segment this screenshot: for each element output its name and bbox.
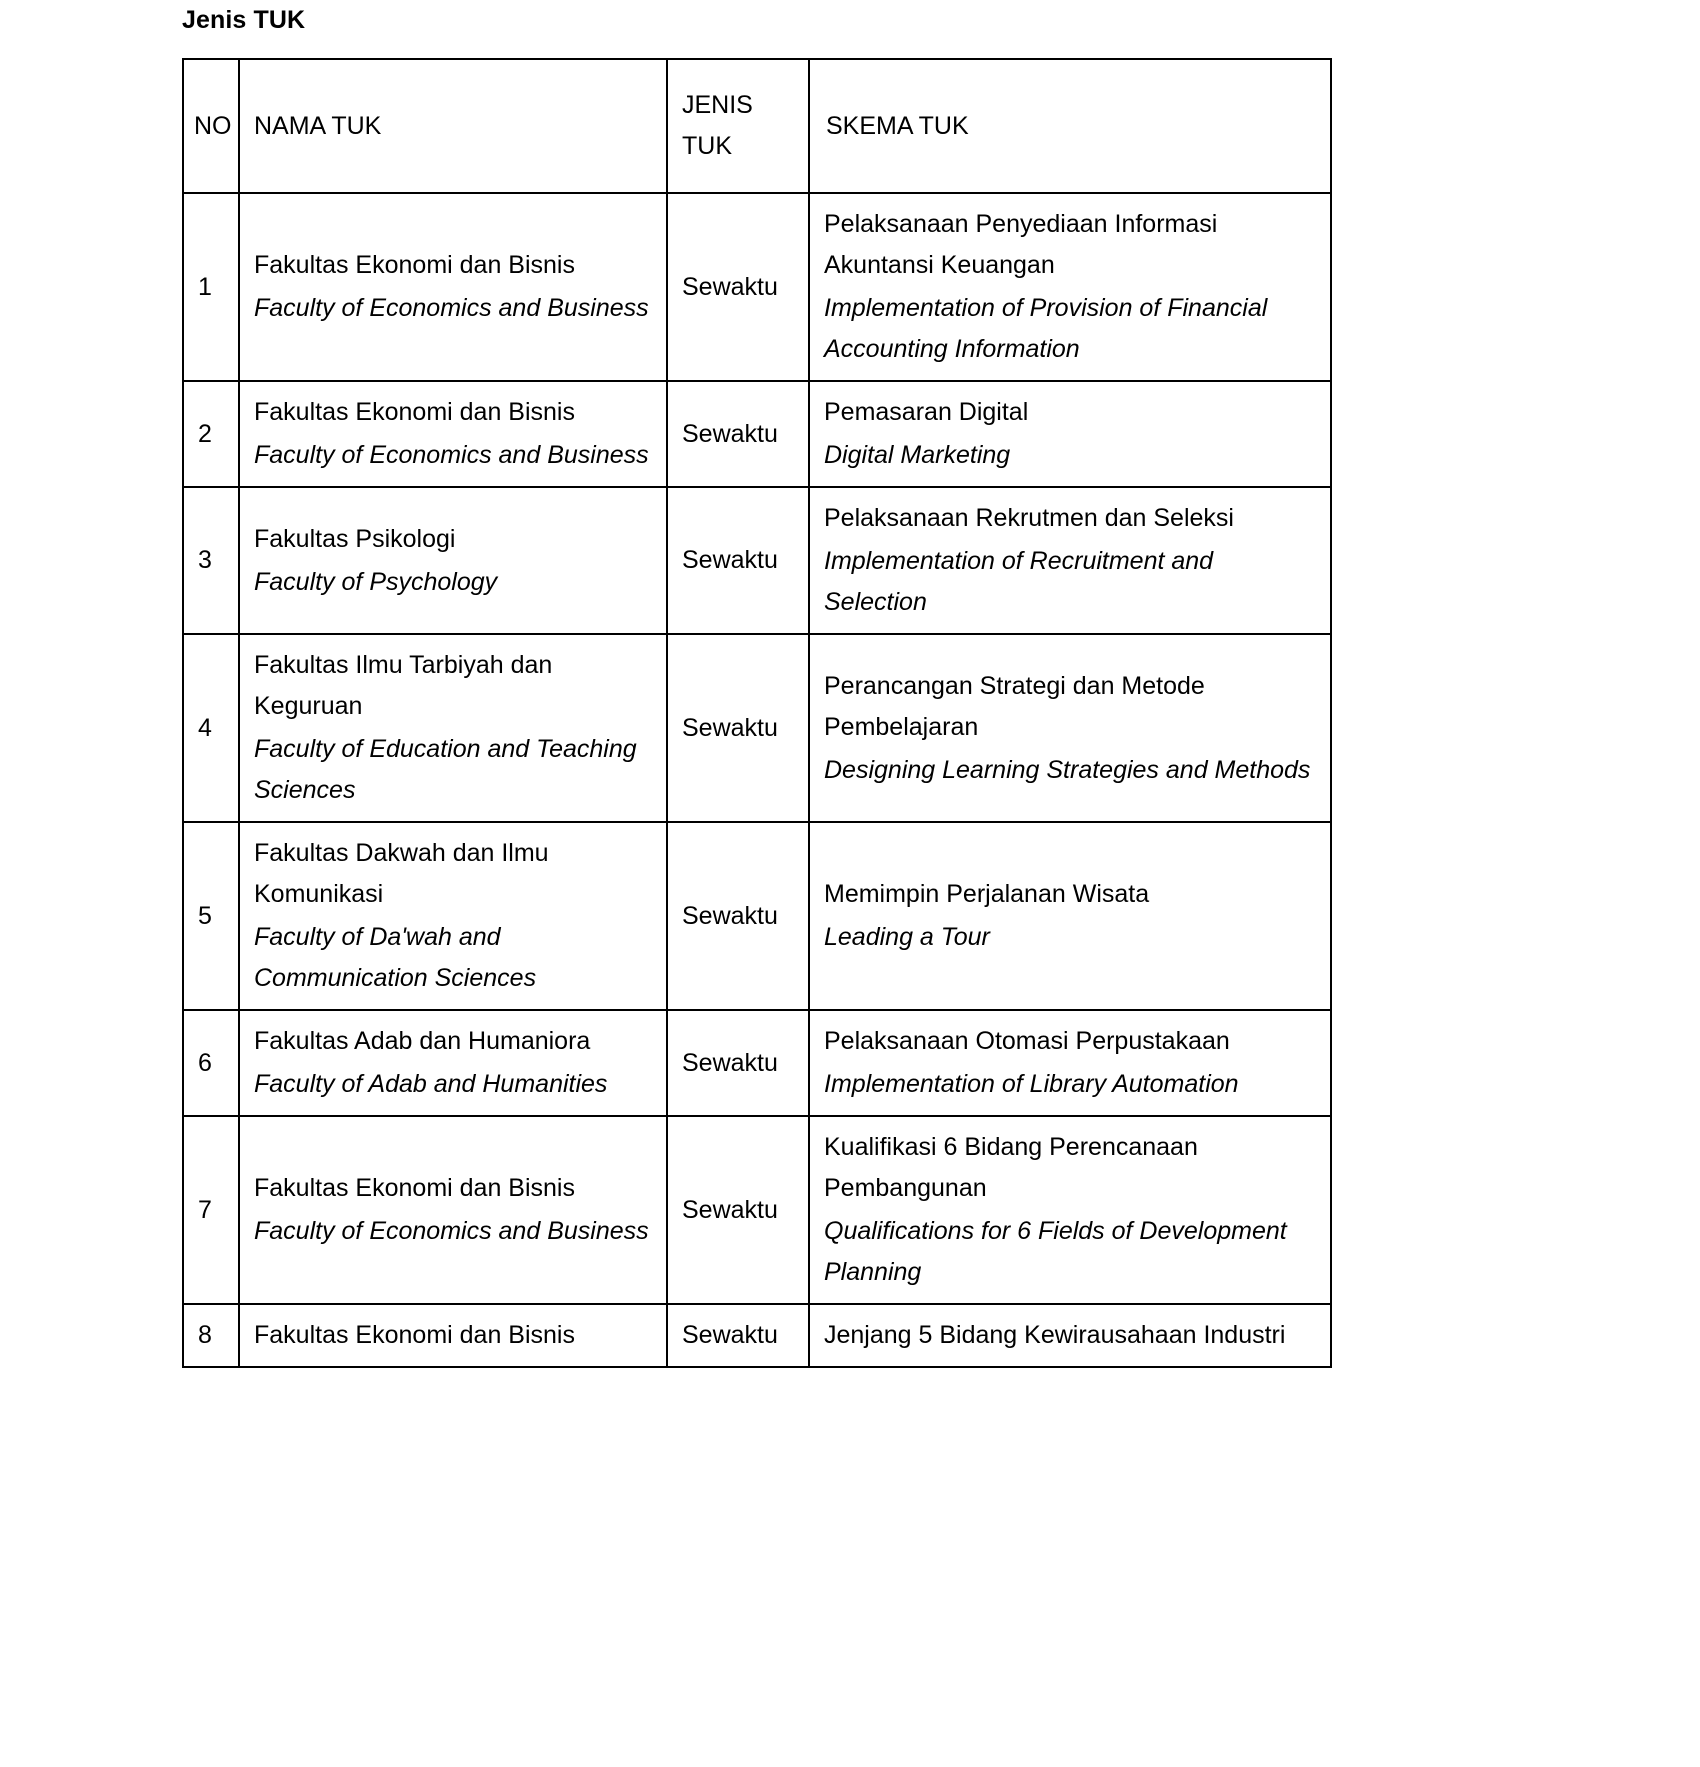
table-row (183, 487, 1331, 634)
nama-tuk-english: Faculty of Psychology (254, 567, 498, 596)
column-header-jenis-tuk-line2: TUK (682, 132, 732, 160)
table-row (183, 1116, 1331, 1304)
cell-jenis-tuk: Sewaktu (667, 1304, 809, 1367)
nama-tuk-english: Faculty of Education and Teaching Sciences (254, 735, 637, 804)
nama-tuk-indonesian: Fakultas Dakwah dan Ilmu Komunikasi (254, 839, 549, 908)
skema-tuk-english: Digital Marketing (824, 441, 1011, 469)
cell-jenis-tuk: Sewaktu (667, 822, 809, 1010)
column-header-no: NO (183, 59, 239, 193)
table-body (183, 193, 1331, 1367)
table-header (183, 59, 1331, 193)
column-header-skema-tuk: SKEMA TUK (809, 59, 1331, 193)
skema-tuk-english: Implementation of Recruitment and Selection (824, 547, 1214, 616)
cell-nama-tuk (239, 634, 667, 822)
cell-nama-tuk (239, 1010, 667, 1116)
nama-tuk-indonesian: Fakultas Ekonomi dan Bisnis (254, 1174, 575, 1202)
jenis-tuk-table (182, 58, 1332, 1368)
cell-nama-tuk (239, 487, 667, 634)
skema-tuk-english: Implementation of Provision of Financial Accounting Information (824, 294, 1268, 363)
skema-tuk-indonesian: Memimpin Perjalanan Wisata (824, 880, 1150, 908)
skema-tuk-english: Qualifications for 6 Fields of Development Planning (824, 1217, 1287, 1286)
cell-nama-tuk (239, 822, 667, 1010)
cell-nama-tuk (239, 1304, 667, 1367)
cell-jenis-tuk: Sewaktu (667, 487, 809, 634)
cell-jenis-tuk: Sewaktu (667, 634, 809, 822)
column-header-nama-tuk: NAMA TUK (239, 59, 667, 193)
table-row (183, 634, 1331, 822)
skema-tuk-indonesian: Pelaksanaan Penyediaan Informasi Akuntansi Keuangan (824, 210, 1218, 279)
table-row (183, 1304, 1331, 1367)
cell-nama-tuk (239, 1116, 667, 1304)
table-row (183, 381, 1331, 487)
cell-jenis-tuk: Sewaktu (667, 1116, 809, 1304)
cell-no: 3 (183, 487, 239, 634)
skema-tuk-indonesian: Pelaksanaan Otomasi Perpustakaan (824, 1027, 1230, 1055)
skema-tuk-english: Designing Learning Strategies and Methods (824, 755, 1311, 784)
cell-skema-tuk (809, 381, 1331, 487)
cell-skema-tuk (809, 1116, 1331, 1304)
nama-tuk-indonesian: Fakultas Psikologi (254, 524, 456, 553)
cell-no: 5 (183, 822, 239, 1010)
cell-no: 4 (183, 634, 239, 822)
cell-skema-tuk (809, 822, 1331, 1010)
cell-no: 2 (183, 381, 239, 487)
nama-tuk-english: Faculty of Da'wah and Communication Sciences (254, 923, 537, 992)
skema-tuk-indonesian: Perancangan Strategi dan Metode Pembelajaran (824, 671, 1205, 741)
cell-jenis-tuk: Sewaktu (667, 381, 809, 487)
nama-tuk-indonesian: Fakultas Ekonomi dan Bisnis (254, 398, 575, 426)
cell-skema-tuk (809, 487, 1331, 634)
column-header-jenis-tuk (667, 59, 809, 193)
cell-nama-tuk (239, 381, 667, 487)
table-row (183, 1010, 1331, 1116)
nama-tuk-indonesian: Fakultas Ekonomi dan Bisnis (254, 1321, 575, 1349)
nama-tuk-english: Faculty of Economics and Business (254, 441, 649, 469)
skema-tuk-indonesian: Pelaksanaan Rekrutmen dan Seleksi (824, 504, 1234, 532)
cell-no: 6 (183, 1010, 239, 1116)
cell-skema-tuk (809, 1304, 1331, 1367)
page-title: Jenis TUK (182, 6, 306, 34)
table-row (183, 822, 1331, 1010)
column-header-jenis-tuk-line1: JENIS (682, 91, 753, 119)
skema-tuk-indonesian: Kualifikasi 6 Bidang Perencanaan Pembangunan (824, 1133, 1198, 1202)
nama-tuk-indonesian: Fakultas Ilmu Tarbiyah dan Keguruan (254, 651, 553, 720)
cell-no: 1 (183, 193, 239, 381)
tuk-table-container (182, 58, 1330, 1368)
nama-tuk-english: Faculty of Economics and Business (254, 294, 649, 322)
nama-tuk-english: Faculty of Adab and Humanities (254, 1070, 608, 1098)
cell-jenis-tuk: Sewaktu (667, 1010, 809, 1116)
nama-tuk-indonesian: Fakultas Ekonomi dan Bisnis (254, 251, 575, 279)
cell-nama-tuk (239, 193, 667, 381)
cell-no: 8 (183, 1304, 239, 1367)
table-header-row (183, 59, 1331, 193)
cell-no: 7 (183, 1116, 239, 1304)
table-row (183, 193, 1331, 381)
cell-skema-tuk (809, 634, 1331, 822)
cell-skema-tuk (809, 1010, 1331, 1116)
skema-tuk-english: Leading a Tour (824, 923, 990, 951)
skema-tuk-indonesian: Jenjang 5 Bidang Kewirausahaan Industri (824, 1321, 1286, 1349)
cell-skema-tuk (809, 193, 1331, 381)
skema-tuk-indonesian: Pemasaran Digital (824, 398, 1029, 426)
nama-tuk-english: Faculty of Economics and Business (254, 1217, 649, 1245)
skema-tuk-english: Implementation of Library Automation (824, 1070, 1239, 1098)
nama-tuk-indonesian: Fakultas Adab dan Humaniora (254, 1027, 591, 1055)
cell-jenis-tuk: Sewaktu (667, 193, 809, 381)
